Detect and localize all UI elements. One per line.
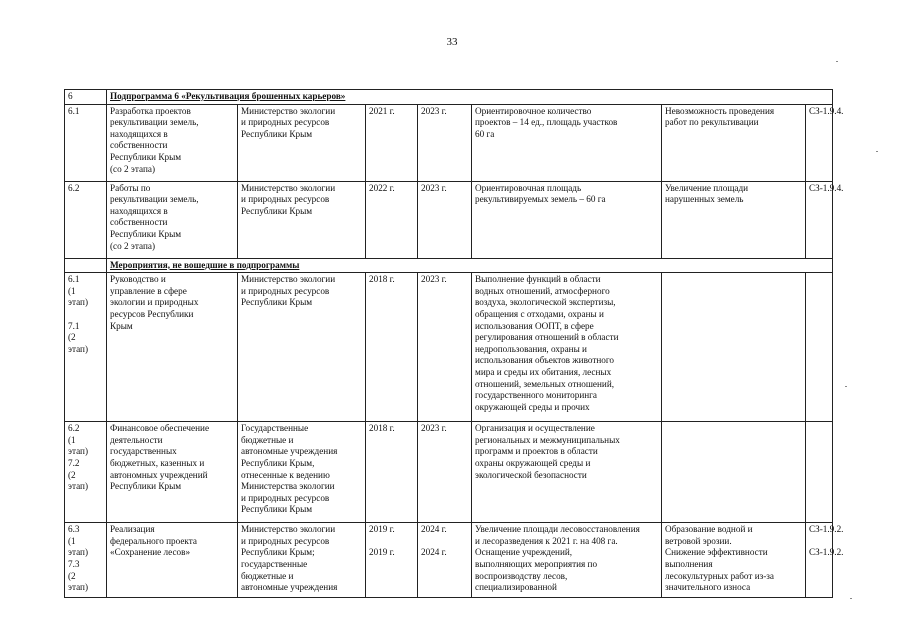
text-line: СЗ-1.9.4. xyxy=(809,182,844,193)
text-line: Работы по xyxy=(110,182,151,193)
cell-consequence xyxy=(662,422,806,523)
text-line: 2024 г. xyxy=(421,524,447,535)
text-line: Ориентировочное количество xyxy=(475,105,592,116)
cell-num xyxy=(65,422,107,523)
text-line: недропользования, охраны и xyxy=(475,343,587,354)
cell-activity-name xyxy=(107,273,238,422)
cell-end-year xyxy=(418,523,472,598)
cell-consequence xyxy=(662,104,806,181)
line-gap xyxy=(369,536,414,548)
row-6-1 xyxy=(65,104,833,181)
text-line: автономные учреждения xyxy=(241,582,338,593)
cell-num xyxy=(65,273,107,422)
text-line: и природных ресурсов xyxy=(241,285,330,296)
text-line: и природных ресурсов xyxy=(241,117,330,128)
text-line: СЗ-1.9.2. xyxy=(809,547,844,558)
text-line: и лесоразведения к 2021 г. на 408 га. xyxy=(475,535,618,546)
cell-end-year xyxy=(418,104,472,181)
text-line: использования ООПТ, в сфере xyxy=(475,320,594,331)
cell-end-year xyxy=(418,181,472,258)
row-misc-3 xyxy=(65,523,833,598)
cell-num xyxy=(65,258,107,273)
cell-link xyxy=(806,422,833,523)
text-line: (2 xyxy=(68,570,76,581)
text-line: Ориентировочная площадь xyxy=(475,182,582,193)
text-line: обращения с отходами, охраны и xyxy=(475,308,604,319)
text-line: воспроизводству лесов, xyxy=(475,570,568,581)
text-line: специализированной xyxy=(475,582,557,593)
text-line: 2022 г. xyxy=(369,182,395,193)
scan-speck xyxy=(845,386,847,387)
text-line: (2 xyxy=(68,332,76,343)
text-line: 7.2 xyxy=(68,457,80,468)
scan-speck xyxy=(850,598,852,599)
text-line: 6.2 xyxy=(68,182,80,193)
text-line: Республики Крым xyxy=(110,228,182,239)
text-line: «Сохранение лесов» xyxy=(110,547,191,558)
cell-expected-result xyxy=(472,422,662,523)
text-line: этап) xyxy=(68,582,89,593)
cell-start-year xyxy=(366,181,418,258)
text-line: находящихся в xyxy=(110,205,168,216)
cell-activity-name xyxy=(107,422,238,523)
cell-num xyxy=(65,523,107,598)
cell-num xyxy=(65,181,107,258)
cell-executor xyxy=(238,523,366,598)
line-gap xyxy=(809,536,829,548)
cell-end-year xyxy=(418,273,472,422)
line-gap xyxy=(421,536,468,548)
text-line: Министерства экологии xyxy=(241,481,335,492)
text-line: Увеличение площади лесовосстановления xyxy=(475,524,640,535)
text-line: ветровой эрозии. xyxy=(665,535,732,546)
cell-start-year xyxy=(366,422,418,523)
text-line: (со 2 этапа) xyxy=(110,163,155,174)
text-line: федерального проекта xyxy=(110,535,197,546)
text-line: этап) xyxy=(68,297,89,308)
text-line: проектов – 14 ед., площадь участков xyxy=(475,117,618,128)
cell-consequence xyxy=(662,273,806,422)
text-line: рекультивации земель, xyxy=(110,117,199,128)
text-line: (2 xyxy=(68,469,76,480)
text-line: ресурсов Республики xyxy=(110,308,194,319)
activities-table xyxy=(64,89,844,598)
cell-link xyxy=(806,523,844,598)
page-number: 33 xyxy=(446,36,458,48)
cell-executor xyxy=(238,273,366,422)
text-line: Республики Крым xyxy=(241,504,313,515)
text-line: 2021 г. xyxy=(369,105,395,116)
cell-link xyxy=(806,104,844,181)
text-line: автономные учреждения xyxy=(241,446,338,457)
text-line: (со 2 этапа) xyxy=(110,240,155,251)
text-line: (1 xyxy=(68,434,76,445)
text-line: Оснащение учреждений, xyxy=(475,547,573,558)
text-line: Министерство экологии xyxy=(241,182,336,193)
text-line: 2023 г. xyxy=(421,423,447,434)
text-line: этап) xyxy=(68,547,89,558)
cell-consequence xyxy=(662,523,806,598)
text-line: работ по рекультивации xyxy=(665,117,759,128)
text-line: Реализация xyxy=(110,524,155,535)
cell-link xyxy=(806,273,833,422)
row-subprogram-6 xyxy=(65,90,833,105)
text-line: государственного мониторинга xyxy=(475,390,597,401)
text-line: 2019 г. xyxy=(369,547,395,558)
text-line: региональных и межмуниципальных xyxy=(475,434,620,445)
row-misc-header xyxy=(65,258,833,273)
text-line: бюджетные и xyxy=(241,434,294,445)
text-line: выполнения xyxy=(665,558,713,569)
cell-executor xyxy=(238,422,366,523)
cell-executor xyxy=(238,104,366,181)
text-line: этап) xyxy=(68,481,89,492)
text-line: отношений, земельных отношений, xyxy=(475,378,615,389)
text-line: Министерство экологии xyxy=(241,105,336,116)
text-line: 2023 г. xyxy=(421,105,447,116)
text-line: бюджетных, казенных и xyxy=(110,457,205,468)
text-line: рекультивируемых земель – 60 га xyxy=(475,194,606,205)
text-line: и природных ресурсов xyxy=(241,492,330,503)
text-line: лесокультурных работ из-за xyxy=(665,570,775,581)
text-line: Республики Крым xyxy=(110,151,182,162)
line-gap xyxy=(68,309,103,321)
text-line: 6.1 xyxy=(68,274,80,285)
row-misc-2 xyxy=(65,422,833,523)
text-line: 2019 г. xyxy=(369,524,395,535)
text-line: (1 xyxy=(68,535,76,546)
cell-activity-name xyxy=(107,181,238,258)
text-line: государственных xyxy=(110,446,177,457)
text-line: 6 xyxy=(68,91,73,101)
text-line: Республики Крым xyxy=(241,297,313,308)
text-line: Министерство экологии xyxy=(241,274,336,285)
text-line: рекультивации земель, xyxy=(110,194,199,205)
cell-start-year xyxy=(366,104,418,181)
subprogram-title: Подпрограмма 6 «Рекультивация брошенных карьеров» xyxy=(107,90,833,105)
text-line: автономных учреждений xyxy=(110,469,208,480)
text-line: Снижение эффективности xyxy=(665,547,768,558)
text-line: собственности xyxy=(110,140,168,151)
text-line: 6.3 xyxy=(68,524,80,535)
text-line: 7.1 xyxy=(68,320,80,331)
text-line: Государственные xyxy=(241,423,309,434)
text-line: воздуха, экологической экспертизы, xyxy=(475,297,616,308)
text-line: мира и среды их обитания, лесных xyxy=(475,366,612,377)
cell-expected-result xyxy=(472,181,662,258)
cell-expected-result xyxy=(472,104,662,181)
text-line: окружающей среды и прочих xyxy=(475,401,590,412)
text-line: охраны окружающей среды и xyxy=(475,457,591,468)
cell-expected-result xyxy=(472,523,662,598)
text-line: Увеличение площади xyxy=(665,182,749,193)
text-line: нарушенных земель xyxy=(665,194,744,205)
cell-expected-result xyxy=(472,273,662,422)
text-line: собственности xyxy=(110,217,168,228)
text-line: 60 га xyxy=(475,128,495,139)
text-line: использования объектов животного xyxy=(475,355,614,366)
text-line: 2018 г. xyxy=(369,274,395,285)
text-line: выполняющих мероприятия по xyxy=(475,558,598,569)
text-line: Крым xyxy=(110,320,133,331)
text-line: 6.2 xyxy=(68,423,80,434)
text-line: Республики Крым xyxy=(110,481,182,492)
text-line: регулирования отношений в области xyxy=(475,332,619,343)
text-line: Финансовое обеспечение xyxy=(110,423,210,434)
cell-activity-name xyxy=(107,104,238,181)
text-line: Республики Крым; xyxy=(241,547,315,558)
text-line: 7.3 xyxy=(68,558,80,569)
text-line: Республики Крым xyxy=(241,128,313,139)
text-line: управление в сфере xyxy=(110,285,187,296)
cell-executor xyxy=(238,181,366,258)
text-line: 2018 г. xyxy=(369,423,395,434)
text-line: СЗ-1.9.4. xyxy=(809,105,844,116)
text-line: (1 xyxy=(68,285,76,296)
text-line: Организация и осуществление xyxy=(475,423,595,434)
text-line: отнесенные к ведению xyxy=(241,469,330,480)
text-line: 2023 г. xyxy=(421,182,447,193)
text-line: 2023 г. xyxy=(421,274,447,285)
text-line: значительного износа xyxy=(665,582,751,593)
text-line: деятельности xyxy=(110,434,163,445)
cell-activity-name xyxy=(107,523,238,598)
scan-speck xyxy=(876,151,878,152)
text-line: программ и проектов в области xyxy=(475,446,598,457)
text-line: государственные xyxy=(241,558,308,569)
cell-num xyxy=(65,90,107,105)
cell-link xyxy=(806,181,844,258)
text-line: Образование водной и xyxy=(665,524,753,535)
row-misc-1 xyxy=(65,273,833,422)
text-line: экологической безопасности xyxy=(475,469,587,480)
text-line: Республики Крым, xyxy=(241,457,315,468)
text-line: Выполнение функций в области xyxy=(475,274,601,285)
text-line: Невозможность проведения xyxy=(665,105,775,116)
text-line: этап) xyxy=(68,446,89,457)
text-line: экологии и природных xyxy=(110,297,199,308)
text-line: Республики Крым xyxy=(241,205,313,216)
text-line: и природных ресурсов xyxy=(241,535,330,546)
text-line: водных отношений, атмосферного xyxy=(475,285,610,296)
scan-speck xyxy=(836,61,838,62)
text-line: этап) xyxy=(68,343,89,354)
text-line: Разработка проектов xyxy=(110,105,191,116)
cell-consequence xyxy=(662,181,806,258)
text-line: и природных ресурсов xyxy=(241,194,330,205)
cell-start-year xyxy=(366,273,418,422)
cell-num xyxy=(65,104,107,181)
text-line: бюджетные и xyxy=(241,570,294,581)
cell-start-year xyxy=(366,523,418,598)
text-line: 6.1 xyxy=(68,105,80,116)
text-line: 2024 г. xyxy=(421,547,447,558)
misc-title: Мероприятия, не вошедшие в подпрограммы xyxy=(107,258,833,273)
text-line: Министерство экологии xyxy=(241,524,336,535)
row-6-2 xyxy=(65,181,833,258)
text-line: находящихся в xyxy=(110,128,168,139)
text-line: Руководство и xyxy=(110,274,166,285)
text-line: СЗ-1.9.2. xyxy=(809,524,844,535)
cell-end-year xyxy=(418,422,472,523)
